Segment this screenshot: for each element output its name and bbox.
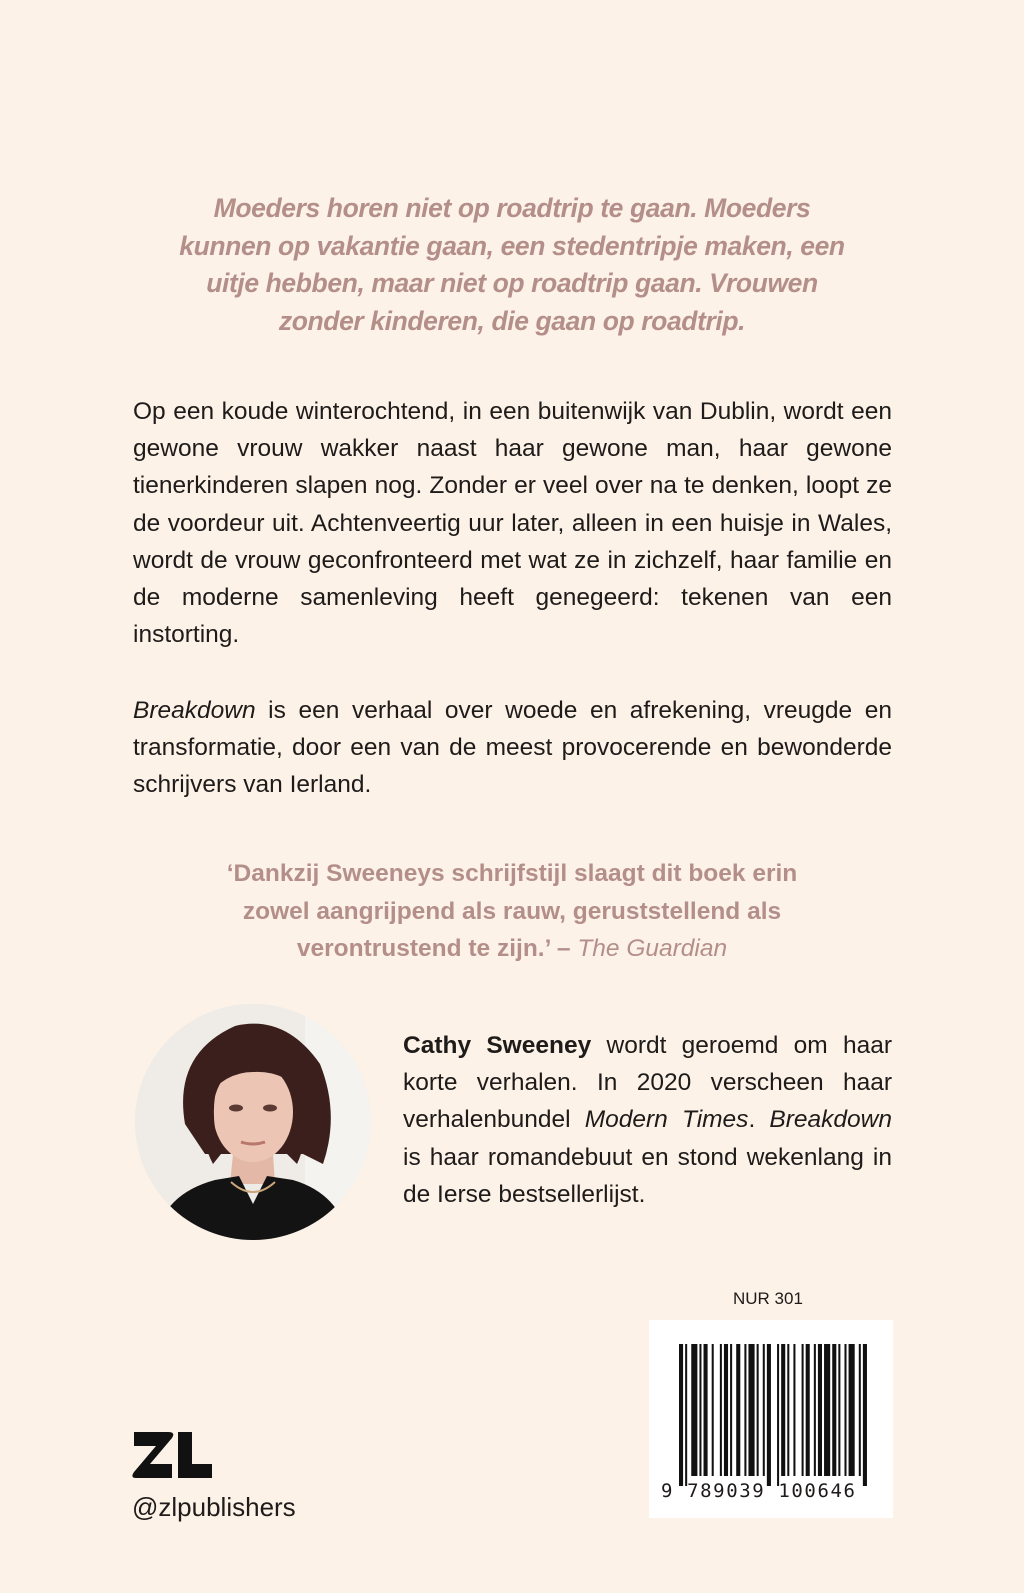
barcode-bar xyxy=(859,1344,861,1476)
barcode-bar xyxy=(832,1344,836,1476)
nur-code: NUR 301 xyxy=(733,1289,803,1308)
barcode-bar xyxy=(844,1344,846,1476)
barcode-bar xyxy=(763,1344,765,1476)
barcode-bar xyxy=(787,1344,789,1476)
isbn-barcode xyxy=(649,1320,893,1518)
barcode-bar xyxy=(679,1344,683,1486)
author-photo-illustration xyxy=(135,1004,371,1240)
barcode-bar xyxy=(802,1344,804,1476)
barcode-bar xyxy=(744,1344,746,1476)
barcode-bar xyxy=(704,1344,708,1476)
novel-title: Breakdown xyxy=(769,1106,892,1134)
back-cover-tagline xyxy=(150,190,874,340)
author-bio-part-2: . xyxy=(748,1106,770,1134)
barcode-bar xyxy=(793,1344,795,1476)
barcode-bar xyxy=(767,1344,771,1486)
barcode-bar xyxy=(777,1344,779,1486)
barcode-bar xyxy=(863,1344,867,1486)
barcode-bar xyxy=(757,1344,759,1476)
zl-publisher-logo xyxy=(132,1430,214,1485)
barcode-bar xyxy=(724,1344,728,1476)
author-portrait xyxy=(135,1004,371,1240)
barcode-bar xyxy=(838,1344,840,1476)
tagline-line-1: Moeders horen niet op roadtrip te gaan. Moeders xyxy=(213,193,811,223)
barcode-bar xyxy=(730,1344,732,1476)
book-title-inline: Breakdown xyxy=(133,697,256,724)
author-bio-part-1: wordt geroemd om haar korte verhalen. In 2020 verscheen haar verhalenbundel xyxy=(403,1032,892,1134)
author-bio xyxy=(403,1027,892,1213)
barcode-bar xyxy=(748,1344,754,1476)
barcode-bar xyxy=(849,1344,855,1476)
barcode-bar xyxy=(685,1344,687,1486)
synopsis-paragraph-2-text: is een verhaal over woede en afrekening, vreugde en transformatie, door een van de meest provocerende en bewonderde schrijvers van Ierland. xyxy=(133,697,892,799)
barcode-bar xyxy=(720,1344,722,1476)
review-quote xyxy=(150,855,874,968)
synopsis-paragraph-2 xyxy=(133,692,892,804)
barcode-bar xyxy=(736,1344,740,1476)
barcode-bar xyxy=(818,1344,822,1476)
review-line-2: zowel aangrijpend als rauw, geruststellend als xyxy=(242,897,782,925)
barcode-bar xyxy=(781,1344,785,1476)
collection-title: Modern Times xyxy=(584,1106,749,1134)
review-line-3: verontrustend te zijn.’ – xyxy=(296,935,578,962)
barcode-bar xyxy=(814,1344,816,1476)
tagline-line-3: uitje hebben, maar niet op roadtrip gaan. Vrouwen xyxy=(206,268,818,298)
zl-logo-icon xyxy=(132,1430,214,1480)
publisher-handle: @zlpublishers xyxy=(132,1492,296,1522)
barcode-bar xyxy=(699,1344,701,1476)
barcode-bar xyxy=(806,1344,810,1476)
author-name: Cathy Sweeney xyxy=(403,1032,592,1059)
review-source: The Guardian xyxy=(577,935,728,962)
barcode-bar xyxy=(691,1344,697,1476)
isbn-digits: 9 789039 100646 xyxy=(661,1480,857,1502)
barcode-bar xyxy=(712,1344,714,1476)
tagline-line-4: zonder kinderen, die gaan op roadtrip. xyxy=(278,305,746,336)
synopsis-paragraph-1: Op een koude winterochtend, in een buitenwijk van Dublin, wordt een gewone vrouw wakker naast haar gewone man, haar gewone tienerkinderen slapen nog. Zonder er veel over na te denken, loopt ze de voordeur uit. Achtenveertig uur later, alleen in een huisje in Wales, wordt de vrouw geconfronteerd met wat ze in zichzelf, haar familie en de moderne samenleving heeft genegeerd: tekenen van een instorting. xyxy=(133,398,892,649)
tagline-line-2: kunnen op vakantie gaan, een stedentripje maken, een xyxy=(179,230,845,261)
barcode-bar xyxy=(824,1344,830,1476)
author-bio-part-3: is haar romandebuut en stond wekenlang in de Ierse bestsellerlijst. xyxy=(403,1143,892,1208)
review-line-1: ‘Dankzij Sweeneys schrijfstijl slaagt dit boek erin xyxy=(226,860,798,887)
